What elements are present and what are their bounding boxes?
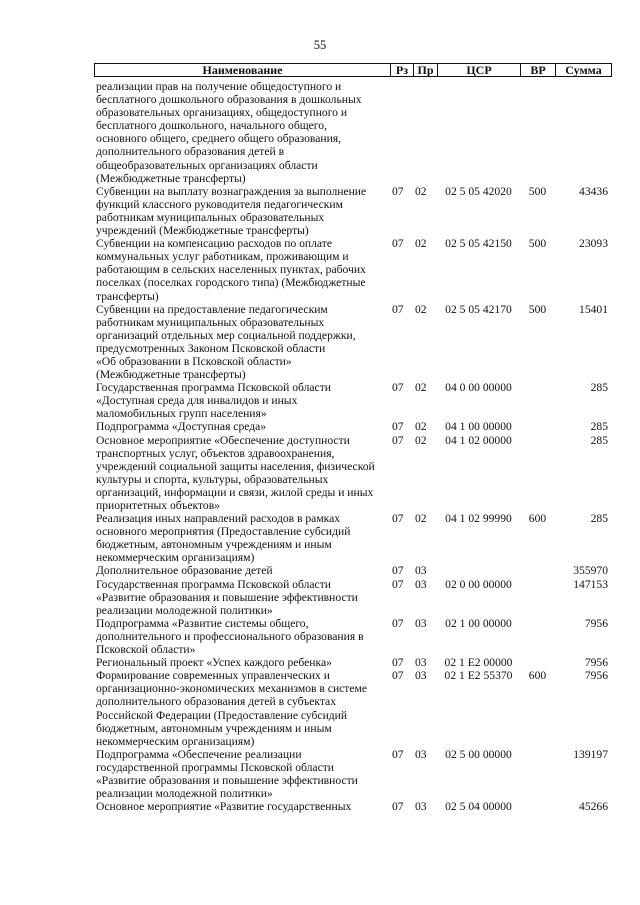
row-sum: 285 [590, 381, 608, 395]
row-rz: 07 [392, 616, 404, 630]
row-rz [390, 80, 413, 185]
row-sum: 7956 [584, 656, 608, 670]
header-sum: Сумма [565, 64, 602, 76]
row-vr [520, 748, 555, 800]
row-name: Основное мероприятие «Развитие государственных [96, 800, 352, 814]
row-sum: 15401 [579, 302, 608, 316]
row-name: Субвенции на предоставление педагогическим работникам муниципальных образовательных организаций отдельных мер социальной поддержки, предусмотренных Законом Псковской области «Об образовании в Псковской области» (Межбюджетные трансферты) [96, 302, 356, 382]
row-name: Формирование современных управленческих и организационно-экономических механизмов в системе дополнительного образования детей в субъектах Российской Федерации (Предоставление субсидий бюджетным, автономным учреждениям и иным некоммерческим организациям) [96, 669, 367, 748]
row-pr: 03 [415, 564, 427, 578]
row-csr [437, 564, 520, 577]
table-row [96, 80, 612, 185]
table-row [96, 800, 612, 813]
table-row [96, 237, 612, 302]
table-row [96, 748, 612, 800]
row-name: реализации прав на получение общедоступного и бесплатного дошкольного образования в дошкольных образовательных организациях, общедоступного и бесплатного дошкольного, начального общего, основного общего, среднего общего образования, дополнительного образования детей в общеобразовательных организациях области (Межбюджетные трансферты) [96, 80, 362, 185]
table-row [96, 578, 612, 617]
row-pr: 03 [415, 656, 427, 670]
row-vr: 600 [528, 512, 547, 526]
row-csr: 04 1 02 99990 [445, 512, 512, 526]
row-vr: 500 [528, 184, 547, 198]
row-rz: 07 [392, 381, 404, 395]
row-pr: 02 [415, 302, 427, 316]
row-vr [520, 420, 555, 433]
row-pr: 03 [415, 616, 427, 630]
row-vr [520, 434, 555, 513]
row-sum: 147153 [573, 577, 608, 591]
row-csr: 02 5 04 00000 [445, 800, 512, 814]
row-vr [520, 80, 555, 185]
row-csr: 02 5 05 42170 [445, 302, 512, 316]
row-rz: 07 [392, 669, 404, 683]
row-sum [555, 80, 612, 185]
row-pr: 02 [415, 184, 427, 198]
row-vr [520, 381, 555, 420]
row-rz: 07 [392, 420, 404, 434]
row-sum: 23093 [579, 237, 608, 251]
row-sum: 7956 [584, 616, 608, 630]
row-name: Реализация иных направлений расходов в рамках основного мероприятия (Предоставление субсидий бюджетным, автономным учреждениям и иным некоммерческим организациям) [96, 512, 351, 565]
row-pr [413, 80, 437, 185]
row-name: Дополнительное образование детей [96, 564, 273, 578]
row-sum: 285 [590, 512, 608, 526]
row-sum: 139197 [573, 747, 608, 761]
table-row [96, 512, 612, 564]
row-name: Основное мероприятие «Обеспечение доступности транспортных услуг, объектов здравоохранения, учреждений социальной защиты населения, физической культуры и спорта, культуры, образовательных организаций, информации и связи, жилой среды и иных приоритетных объектов» [96, 433, 375, 512]
table-row [96, 617, 612, 656]
row-pr: 02 [415, 512, 427, 526]
row-csr: 04 1 00 00000 [445, 420, 512, 434]
row-vr: 600 [528, 669, 547, 683]
row-sum: 285 [590, 420, 608, 434]
row-pr: 02 [415, 420, 427, 434]
row-vr [520, 578, 555, 617]
row-pr: 03 [415, 747, 427, 761]
row-sum: 45266 [579, 800, 608, 814]
row-name: Региональный проект «Успех каждого ребенка» [96, 656, 332, 670]
row-sum: 43436 [579, 184, 608, 198]
table-row [96, 185, 612, 237]
row-rz: 07 [392, 237, 404, 251]
row-vr: 500 [528, 302, 547, 316]
row-csr: 02 5 00 00000 [445, 747, 512, 761]
row-pr: 03 [415, 669, 427, 683]
table-row [96, 669, 612, 748]
row-pr: 03 [415, 577, 427, 591]
row-csr: 02 5 05 42020 [445, 184, 512, 198]
row-pr: 02 [415, 237, 427, 251]
table-row [96, 381, 612, 420]
table-row [96, 420, 612, 433]
table-row [96, 656, 612, 669]
row-csr: 02 1 00 00000 [445, 616, 512, 630]
row-rz: 07 [392, 577, 404, 591]
header-csr: ЦСР [438, 64, 521, 76]
header-pr: Пр [414, 64, 438, 76]
row-vr [520, 564, 555, 577]
row-pr: 03 [415, 800, 427, 814]
page-number: 55 [313, 38, 327, 52]
row-csr: 02 1 E2 00000 [444, 656, 513, 670]
row-rz: 07 [392, 433, 404, 447]
row-name: Подпрограмма «Доступная среда» [96, 420, 267, 434]
header-rz: Рз [391, 64, 414, 76]
row-pr: 02 [415, 433, 427, 447]
row-pr: 02 [415, 381, 427, 395]
row-rz: 07 [392, 800, 404, 814]
header-vr: ВР [521, 64, 556, 76]
row-rz: 07 [392, 302, 404, 316]
row-name: Субвенции на компенсацию расходов по оплате коммунальных услуг работникам, проживающим и работающим в сельских населенных пунктах, рабочих поселках (поселках городского типа) (Межбюджетные трансферты) [96, 237, 366, 303]
row-vr [520, 656, 555, 669]
row-name: Государственная программа Псковской области «Доступная среда для инвалидов и иных маломобильных групп населения» [96, 381, 331, 421]
table-row [96, 303, 612, 382]
table-row [96, 434, 612, 513]
header-name: Наименование [95, 64, 391, 76]
row-rz: 07 [392, 184, 404, 198]
row-rz: 07 [392, 747, 404, 761]
row-sum: 285 [590, 433, 608, 447]
row-sum: 355970 [573, 564, 608, 578]
row-name: Подпрограмма «Развитие системы общего, дополнительного и профессионального образования в Псковской области» [96, 616, 364, 657]
table-header [94, 63, 612, 77]
row-csr: 02 1 E2 55370 [444, 669, 513, 683]
row-name: Государственная программа Псковской области «Развитие образования и повышение эффективности реализации молодежной политики» [96, 577, 358, 617]
row-csr: 02 0 00 00000 [445, 577, 512, 591]
table-body [96, 80, 612, 813]
row-rz: 07 [392, 512, 404, 526]
row-csr: 02 5 05 42150 [445, 237, 512, 251]
row-vr [520, 617, 555, 656]
row-name: Субвенции на выплату вознаграждения за выполнение функций классного руководителя педагогическим работникам муниципальных образовательных учреждений (Межбюджетные трансферты) [96, 184, 367, 238]
row-name: Подпрограмма «Обеспечение реализации государственной программы Псковской области «Развитие образования и повышение эффективности реализации молодежной политики» [96, 747, 358, 801]
table-row [96, 564, 612, 577]
row-vr [520, 800, 555, 813]
row-sum: 7956 [584, 669, 608, 683]
row-csr [437, 80, 520, 185]
row-csr: 04 0 00 00000 [445, 381, 512, 395]
row-rz: 07 [392, 656, 404, 670]
row-vr: 500 [528, 237, 547, 251]
row-rz: 07 [392, 564, 404, 578]
row-csr: 04 1 02 00000 [445, 433, 512, 447]
